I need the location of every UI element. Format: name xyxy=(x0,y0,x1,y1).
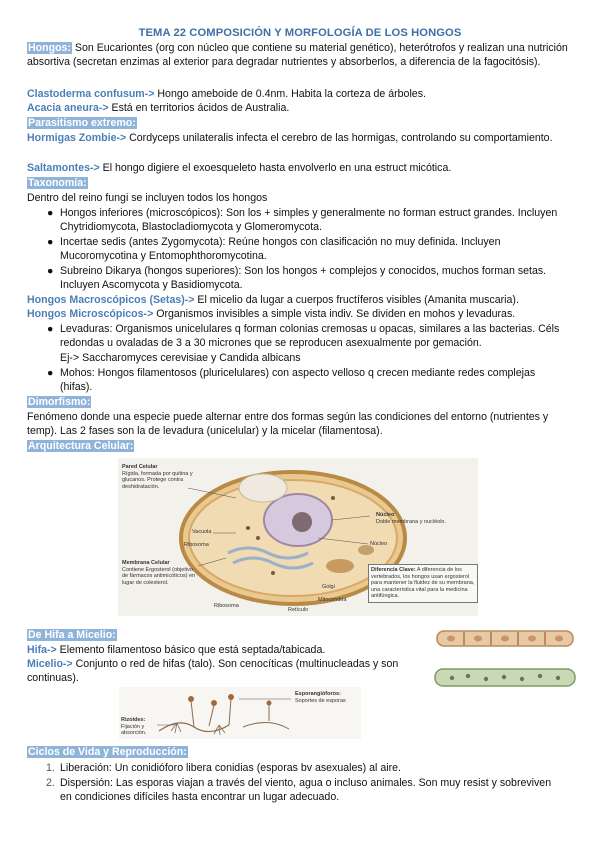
micro-paragraph xyxy=(27,308,572,322)
clastoderma-term: Clastoderma confusum-> xyxy=(27,88,155,100)
diferencia-title: Diferencia Clave: xyxy=(371,567,416,573)
ribosoma-label: Ribosoma xyxy=(184,542,209,548)
taxonomia-intro: Dentro del reino fungi se incluyen todos los hongos xyxy=(27,192,268,204)
diferencia-box xyxy=(368,564,478,603)
saltamontes-text: El hongo digiere el exoesqueleto hasta envolverlo en una estruct micótica. xyxy=(99,162,452,174)
arquitectura-heading xyxy=(27,440,572,454)
nucleo-label xyxy=(376,512,456,525)
taxonomia-heading xyxy=(27,177,572,191)
rizoides-label xyxy=(121,717,161,737)
taxonomia-item: Hongos inferiores (microscópicos): Son los + simples y generalmente no forman estruct grandes. Incluyen Chytridiomycota, Blastocladiomycota y Glomeromycota. xyxy=(60,207,558,233)
bullet-icon: ● xyxy=(47,207,54,219)
golgi-label: Golgi xyxy=(322,584,335,590)
esporangioforos-label-desc: Soportes de esporas xyxy=(295,697,346,704)
vacuola-label: Vacuola xyxy=(192,529,212,535)
hormigas-term: Hormigas Zombie-> xyxy=(27,132,127,144)
dimorfismo-heading-text: Dimorfismo: xyxy=(28,396,91,408)
page-title: TEMA 22 COMPOSICIÓN Y MORFOLOGÍA DE LOS HONGOS xyxy=(138,27,462,39)
list-number: 2. xyxy=(46,777,55,789)
micro-text: Organismos invisibles a simple vista indiv. Se dividen en mohos y levaduras. xyxy=(153,308,516,320)
esporangioforos-label-title: Esporangióforos: xyxy=(295,691,341,697)
bullet-icon: ● xyxy=(47,367,54,379)
taxonomia-item: Incertae sedis (antes Zygomycota): Reúne hongos con clasificación no muy definida. Incluyen Mucoromycotina y Entomophthoromycotina. xyxy=(60,236,501,262)
arquitectura-heading-text: Arquitectura Celular: xyxy=(28,440,134,452)
acacia-term: Acacia aneura-> xyxy=(27,102,109,114)
cell-diagram xyxy=(118,458,478,616)
dimorfismo-text: Fenómeno donde una especie puede alternar entre dos formas según las condiciones del entorno (nutrientes y temp). Las 2 fases son la de levadura (unicelular) y la micelar (filamentosa). xyxy=(27,411,549,437)
hongos-term: Hongos: xyxy=(28,42,71,54)
micro-item: Levaduras: Organismos unicelulares q forman colonias cremosas u opacas, similares a las bacterias. Céls redondas u ovaladas de 3 a 30 micrones que se reproducen asexualmente por gemación. xyxy=(60,323,560,349)
ciclos-heading xyxy=(27,746,572,760)
bullet-icon: ● xyxy=(47,265,54,277)
esporangioforos-label xyxy=(295,691,359,704)
list-number: 1. xyxy=(46,762,55,774)
reticulo-label: Retículo xyxy=(288,607,309,613)
pared-label-title: Pared Celular xyxy=(122,464,158,470)
nucleo-label-title: Núcleo xyxy=(376,512,395,518)
hifa-paragraph xyxy=(27,644,427,658)
macro-paragraph xyxy=(27,294,572,308)
micro-item: Mohos: Hongos filamentosos (pluricelulares) con aspecto velloso q crecen mediante redes complejas (hifas). xyxy=(60,367,536,393)
micro-term: Hongos Microscópicos-> xyxy=(27,308,154,320)
ciclos-heading-text: Ciclos de Vida y Reproducción: xyxy=(28,746,187,758)
macro-term: Hongos Macroscópicos (Setas)-> xyxy=(27,294,195,306)
dimorfismo-heading xyxy=(27,396,572,410)
nucleo-label-desc: Doble membrana y nucléolo. xyxy=(376,518,447,525)
taxonomia-item: Subreino Dikarya (hongos superiores): Son los hongos + complejos y conocidos, muchos forman setas. Incluyen Ascomycota y Basidiomycota. xyxy=(60,265,547,291)
septate-hypha-illustration xyxy=(436,628,574,650)
rizoides-label-title: Rizoides: xyxy=(121,717,146,723)
hifa-heading-text: De Hifa a Micelio: xyxy=(28,629,116,641)
membrana-label-desc: Contiene Ergosterol (objetivo de fármacos antimicóticos) en lugar de colesterol. xyxy=(122,566,196,586)
hormigas-text: Cordyceps unilateralis infecta el cerebro de las hormigas, controlando su comportamiento. xyxy=(126,132,553,144)
pared-label-desc: Rígida, formada por quitina y glucanos. Protege contra deshidratación. xyxy=(122,470,193,490)
hormigas-paragraph xyxy=(27,132,572,146)
taxonomia-heading-text: Taxonomía: xyxy=(28,177,87,189)
bullet-icon: ● xyxy=(47,323,54,335)
nucleo2-label: Núcleo xyxy=(370,541,388,547)
acacia-text: Está en territorios ácidos de Australia. xyxy=(108,102,290,114)
micelio-paragraph xyxy=(27,658,422,685)
membrana-label xyxy=(122,560,198,586)
mycelium-diagram xyxy=(119,687,361,739)
mitocondria-label: Mitocondria xyxy=(318,597,347,603)
micro-item-example: Ej-> Saccharomyces cerevisiae y Candida albicans xyxy=(60,352,301,364)
hifa-heading xyxy=(27,629,427,643)
rizoides-label-desc: Fijación y absorción. xyxy=(121,723,147,736)
parasitismo-heading xyxy=(27,117,572,131)
coenocytic-hypha-illustration xyxy=(434,666,576,690)
membrana-label-title: Membrana Celular xyxy=(122,560,170,566)
ciclos-item: Dispersión: Las esporas viajan a través del viento, agua o incluso animales. Son muy resist y sobreviven en condiciones difíciles hasta encontrar un lugar adecuado. xyxy=(60,777,552,803)
ciclos-item: Liberación: Un conidióforo libera conidias (esporas bv asexuales) al aire. xyxy=(60,762,401,774)
clastoderma-paragraph xyxy=(27,88,572,102)
micelio-text: Conjunto o red de hifas (talo). Son cenocíticas (multinucleadas y son continuas). xyxy=(27,658,399,684)
parasitismo-heading-text: Parasitismo extremo: xyxy=(28,117,136,129)
hifa-text: Elemento filamentoso básico que está septada/tabicada. xyxy=(56,644,326,656)
hongos-paragraph xyxy=(27,42,572,69)
clastoderma-text: Hongo ameboide de 0.4nm. Habita la corteza de árboles. xyxy=(154,88,426,100)
saltamontes-paragraph xyxy=(27,162,572,176)
saltamontes-term: Saltamontes-> xyxy=(27,162,100,174)
hongos-text: Son Eucariontes (org con núcleo que contiene su material genético), heterótrofos y realizan una nutrición absortiva (secretan enzimas al exterior para degradar nutrientes y absorberlos, a diferencia de la fagocitósis). xyxy=(27,42,568,68)
micelio-term: Micelio-> xyxy=(27,658,73,670)
hifa-term: Hifa-> xyxy=(27,644,57,656)
bullet-icon: ● xyxy=(47,236,54,248)
ribosoma2-label: Ribosoma xyxy=(214,603,239,609)
acacia-paragraph xyxy=(27,102,572,116)
pared-label xyxy=(122,464,200,490)
macro-text: El micelio da lugar a cuerpos fructíferos visibles (Amanita muscaria). xyxy=(194,294,519,306)
diferencia-desc: A diferencia de los vertebrados, los hongos usan ergosterol para mantener la fluidez de su membrana, una característica vital para la medicina antifúngica. xyxy=(371,567,475,599)
